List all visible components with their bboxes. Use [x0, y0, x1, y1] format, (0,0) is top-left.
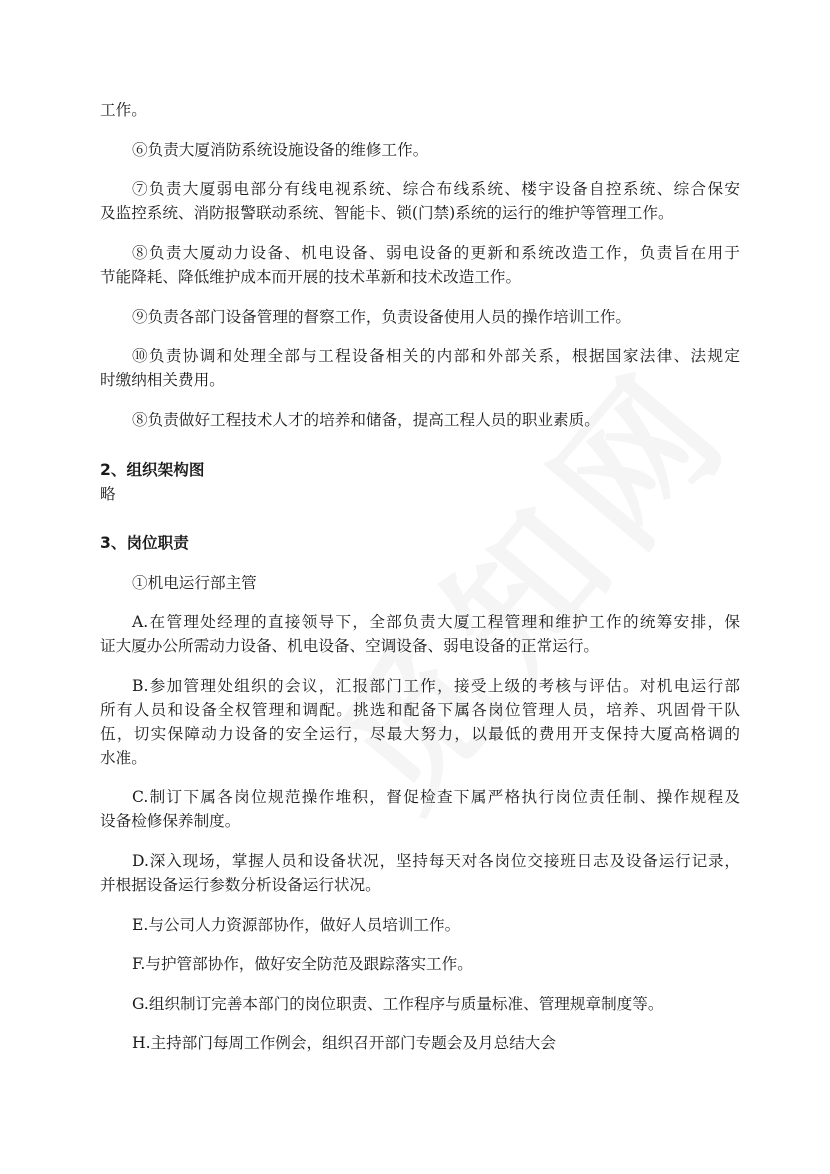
duty-item-7-line: 及监控系统、消防报警联动系统、智能卡、锁(门禁)系统的运行的维护等管理工作。	[100, 204, 674, 222]
duty-g: G.组织制订完善本部门的岗位职责、工作程序与质量标准、管理规章制度等。	[132, 995, 664, 1013]
subheading-supervisor: ①机电运行部主管	[132, 574, 257, 592]
duty-item-8-line: 节能降耗、降低维护成本而开展的技术革新和技术改造工作。	[100, 268, 522, 286]
paragraph-tail: 工作。	[100, 101, 147, 119]
duty-item-10-line: ⑩负责协调和处理全部与工程设备相关的内部和外部关系，根据国家法律、法规定	[132, 347, 740, 365]
duty-item-8-line: ⑧负责大厦动力设备、机电设备、弱电设备的更新和系统改造工作，负责旨在用于	[132, 244, 740, 262]
duty-item-7-line: ⑦负责大厦弱电部分有线电视系统、综合布线系统、楼宇设备自控系统、综合保安	[132, 180, 740, 198]
duty-e: E.与公司人力资源部协作，做好人员培训工作。	[132, 916, 461, 934]
duty-c-line: C.制订下属各岗位规范操作堆积，督促检查下属严格执行岗位责任制、操作规程及	[132, 788, 740, 806]
duty-d-line: 并根据设备运行参数分析设备运行状况。	[100, 876, 381, 894]
duty-item-10-line: 时缴纳相关费用。	[100, 371, 225, 389]
duty-b-line: B.参加管理处组织的会议，汇报部门工作，接受上级的考核与评估。对机电运行部	[132, 677, 740, 695]
duty-c-line: 设备检修保养制度。	[100, 812, 241, 830]
duty-item-9: ⑨负责各部门设备管理的督察工作，负责设备使用人员的操作培训工作。	[132, 308, 632, 326]
section-heading-org-chart: 2、组织架构图	[100, 461, 205, 479]
duty-h: H.主持部门每周工作例会，组织召开部门专题会及月总结大会	[132, 1034, 556, 1052]
duty-b-line: 水准。	[100, 749, 147, 767]
duty-item-6: ⑥负责大厦消防系统设施设备的维修工作。	[132, 141, 429, 159]
section-body-org-chart: 略	[100, 485, 116, 503]
duty-f: F.与护管部协作，做好安全防范及跟踪落实工作。	[132, 955, 473, 973]
section-heading-duties: 3、岗位职责	[100, 534, 189, 552]
duty-a-line: A.在管理处经理的直接领导下，全部负责大厦工程管理和维护工作的统筹安排，保	[132, 613, 740, 631]
duty-b-line: 所有人员和设备全权管理和调配。挑选和配备下属各岗位管理人员，培养、巩固骨干队	[100, 701, 740, 719]
duty-d-line: D.深入现场，掌握人员和设备状况，坚持每天对各岗位交接班日志及设备运行记录，	[132, 852, 740, 870]
duty-a-line: 证大厦办公所需动力设备、机电设备、空调设备、弱电设备的正常运行。	[100, 637, 600, 655]
duty-item-11: ⑧负责做好工程技术人才的培养和储备，提高工程人员的职业素质。	[132, 411, 600, 429]
duty-b-line: 伍，切实保障动力设备的安全运行，尽最大努力，以最低的费用开支保持大厦高格调的	[100, 725, 740, 743]
